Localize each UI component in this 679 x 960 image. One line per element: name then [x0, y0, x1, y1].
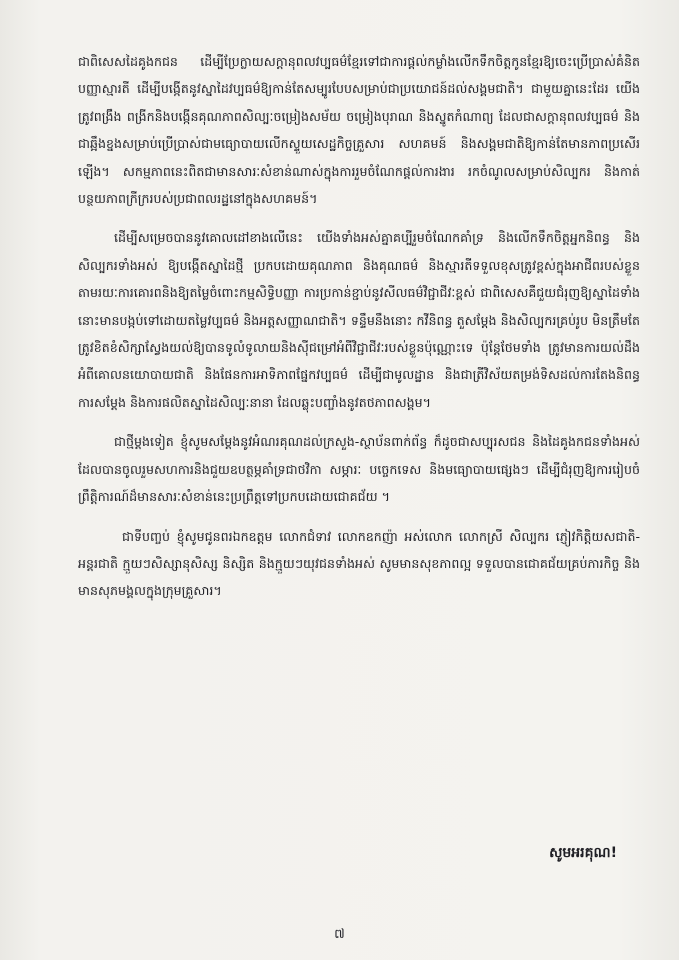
body-text	[78, 48, 640, 617]
closing-thanks: សូមអរគុណ!	[549, 845, 617, 861]
page-number: ៧	[334, 927, 345, 942]
paragraph-3: ជាថ្មីម្តងទៀត ខ្ញុំសូមសម្តែងនូវអំណរគុណដល់ក្រសួង-ស្ថាប័នពាក់ព័ន្ធ ក៏ដូចជាសប្បុរសជន និងដៃគូងកជនទាំងអស់ ដែលបានចូលរួមសហការនិងជួយឧបត្ថម្ភគាំទ្រជាថវិកា សម្ភារៈ បច្ចេកទេស និងមធ្យោបាយផ្សេងៗ ដើម្បីជំរុញឱ្យការរៀបចំព្រឹត្តិការណ៍ដ៏មានសារៈសំខាន់នេះប្រព្រឹត្តទៅប្រកបដោយជោគជ័យ ។	[78, 434, 640, 505]
paragraph-2: ដើម្បីសម្រេចបាននូវគោលដៅខាងលើនេះ យើងទាំងអស់គ្នាគប្បីរួមចំណែកគាំទ្រ និងលើកទឹកចិត្តអ្នកនិពន្ធ និងសិល្បករទាំងអស់ ឱ្យបង្កើតស្នាដៃថ្មី ប្រកបដោយគុណភាព និងគុណធម៌ និងស្មារតីទទួលខុសត្រូវខ្ពស់ក្នុងអាជីពរបស់ខ្លួន តាមរយៈការគោរពនិងឱ្យតម្លៃចំពោះកម្មសិទ្ធិបញ្ញា ការប្រកាន់ខ្ជាប់នូវសីលធម៌វិជ្ជាជីវៈខ្ពស់ ជាពិសេសគឺជួយជំរុញឱ្យស្នាដៃទាំងនោះមានបង្កប់ទៅដោយតម្លៃវប្បធម៌ និងអត្តសញ្ញាណជាតិ។ ទន្ទឹមនឹងនោះ កវីនិពន្ធ តួសម្តែង និងសិល្បករគ្រប់រូប មិនត្រឹមតែ ត្រូវខិតខំសិក្សាស្វែងយល់ឱ្យបានទូលំទូលាយនិងស៊ីជម្រៅអំពីវិជ្ជាជីវៈរបស់ខ្លួនប៉ុណ្ណោះទេ ប៉ុន្តែថែមទាំង ត្រូវមានការយល់ដឹងអំពីគោលនយោបាយជាតិ និងផែនការអាទិភាពផ្នែកវប្បធម៌ ដើម្បីជាមូលដ្ឋាន និងជាត្រីវិស័យតម្រង់ទិសដល់ការតែងនិពន្ធ ការសម្តែង និងការផលិតស្នាដៃសិល្បៈនានា ដែលឆ្លុះបញ្ចាំងនូវតថភាពសង្គម។	[78, 230, 640, 410]
paragraph-4: ជាទីបញ្ចប់ ខ្ញុំសូមជូនពរឯកឧត្តម លោកជំទាវ លោកឧកញ៉ា អស់លោក លោកស្រី សិល្បករ ភ្ញៀវកិត្តិយសជាតិ-អន្តរជាតិ ក្មួយៗសិស្សានុសិស្ស និស្សិត និងក្មួយៗយុវជនទាំងអស់ សូមមានសុខភាពល្អ ទទួលបានជោគជ័យគ្រប់ភារកិច្ច និងមានសុភមង្គលក្នុងក្រុមគ្រួសារ។	[78, 528, 640, 599]
paragraph-1: ជាពិសេសដៃគូងកជន ដើម្បីប្រែក្លាយសក្តានុពលវប្បធម៌ខ្មែរទៅជាការផ្តល់កម្លាំងលើកទឹកចិត្តកូនខ្មែរឱ្យចេះប្រើប្រាស់គំនិតបញ្ញាស្មារតី ដើម្បីបង្កើតនូវស្នាដៃវប្បធម៌ឱ្យកាន់តែសម្បូរបែបសម្រាប់ជាប្រយោជន៍ដល់សង្គមជាតិ។ ជាមួយគ្នានេះដែរ យើងត្រូវពង្រឹង ពង្រីកនិងបង្កើនគុណភាពសិល្បៈចម្រៀងសម័យ ចម្រៀងបុរាណ និងស្នូតកំណាព្យ ដែលជាសក្តានុពលវប្បធម៌ និងជាឆ្អឹងខ្នងសម្រាប់ប្រើប្រាស់ជាមធ្យោបាយលើកស្ទួយសេដ្ឋកិច្ចគ្រួសារ សហគមន៍ និងសង្គមជាតិឱ្យកាន់តែមានភាពប្រសើរឡើង។ សកម្មភាពនេះពិតជាមានសារៈសំខាន់ណាស់ក្នុងការរួមចំណែកផ្តល់ការងារ រកចំណូលសម្រាប់សិល្បករ និងកាត់បន្ថយភាពក្រីក្ររបស់ប្រជាពលរដ្ឋនៅក្នុងសហគមន៍។	[78, 54, 640, 207]
